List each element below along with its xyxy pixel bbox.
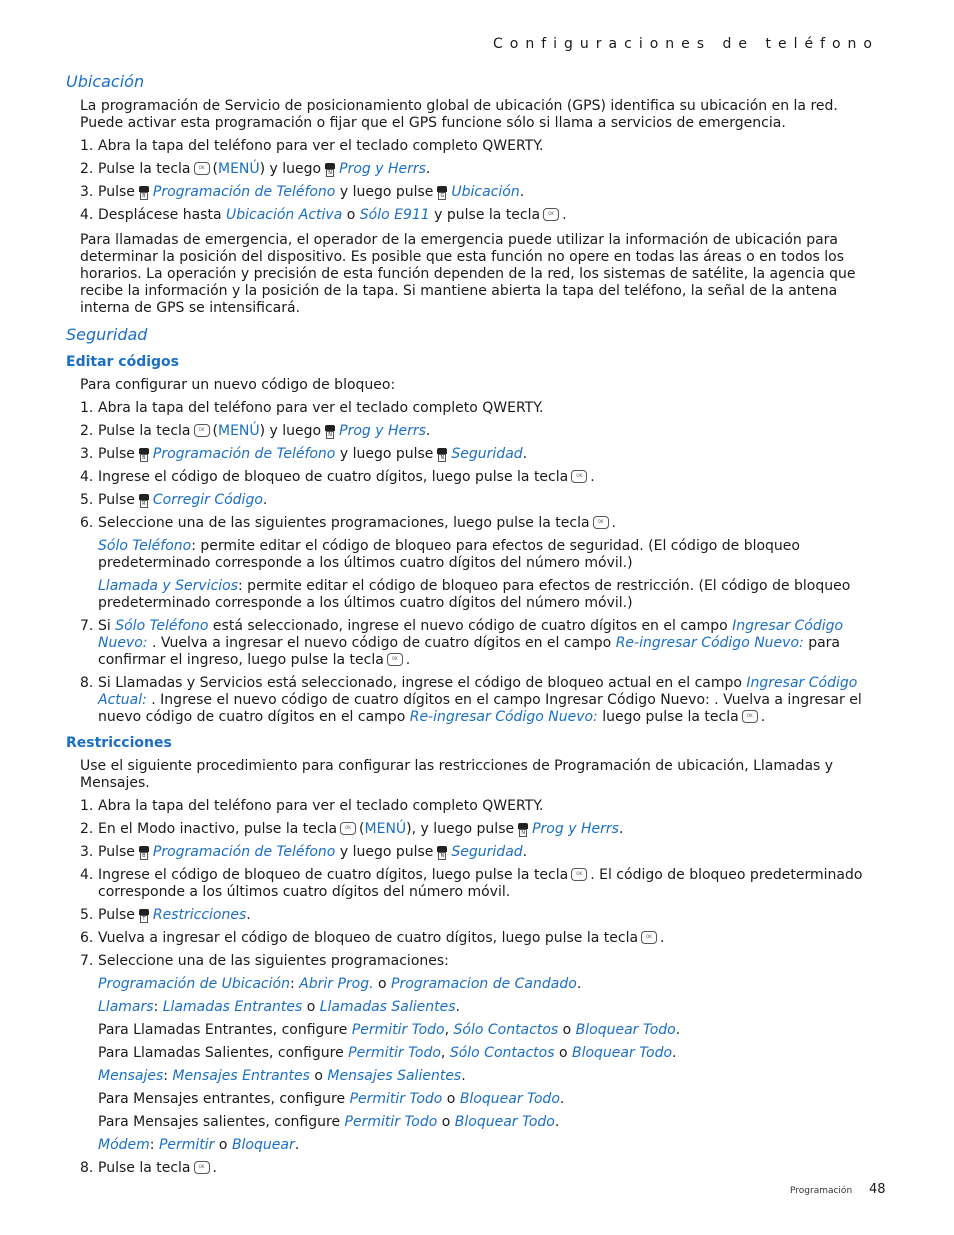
key-b-icon: B xyxy=(139,448,149,461)
restricciones-step-6: 6. Vuelva a ingresar el código de bloqueo de cuatro dígitos, luego pulse la teclaOK . xyxy=(66,930,882,947)
editar-step-6: 6. Seleccione una de las siguientes programaciones, luego pulse la teclaOK . xyxy=(66,515,882,532)
ok-key-icon xyxy=(742,710,758,723)
key-n-icon: N xyxy=(437,448,447,461)
ok-key-icon xyxy=(641,931,657,944)
page-header: Configuraciones de teléfono xyxy=(493,36,879,52)
editar-step-8: 8. Si Llamadas y Servicios está seleccionado, ingrese el código de bloqueo actual en el campo Ingresar Código Actual: . Ingrese el nuevo código de cuatro dígitos en el campo Ingresar Código Nuevo: . Vuelva a ingresar el nuevo código de cuatro dígitos en el campo Re-ingresar Código Nuevo: luego pulse la teclaOK . xyxy=(66,675,882,726)
ok-key-icon xyxy=(571,470,587,483)
restricciones-option-ubicacion: Programación de Ubicación: Abrir Prog. o Programacion de Candado. xyxy=(98,976,582,992)
key-t-icon: T xyxy=(139,909,149,922)
editar-step-2: 2. Pulse la teclaOK (MENÚ) y luego N Prog y Herrs. xyxy=(66,423,882,440)
key-b-icon: B xyxy=(139,846,149,859)
key-n-icon: N xyxy=(437,846,447,859)
restricciones-llamadas-salientes: Para Llamadas Salientes, configure Permitir Todo, Sólo Contactos o Bloquear Todo. xyxy=(98,1045,677,1061)
restricciones-option-llamars: Llamars: Llamadas Entrantes o Llamadas Salientes. xyxy=(98,999,460,1015)
restricciones-mensajes-entrantes: Para Mensajes entrantes, configure Permitir Todo o Bloquear Todo. xyxy=(98,1091,565,1107)
ok-key-icon xyxy=(593,516,609,529)
restricciones-llamadas-entrantes: Para Llamadas Entrantes, configure Permitir Todo, Sólo Contactos o Bloquear Todo. xyxy=(98,1022,681,1038)
ubicacion-step-2: 2. Pulse la teclaOK (MENÚ) y luego N Prog y Herrs. xyxy=(66,161,882,178)
restricciones-step-3: 3. Pulse B Programación de Teléfono y luego pulse N Seguridad. xyxy=(80,844,528,860)
editar-step-3: 3. Pulse B Programación de Teléfono y luego pulse N Seguridad. xyxy=(80,446,528,462)
key-r-icon: R xyxy=(139,494,149,507)
key-b-icon: B xyxy=(139,186,149,199)
editar-option-llamada-servicios: Llamada y Servicios: permite editar el código de bloqueo para efectos de restricción. (El código de bloqueo predeterminado corresponde a los últimos cuatro dígitos del número móvil.) xyxy=(98,578,851,611)
page-number: 48 xyxy=(869,1182,886,1197)
ubicacion-note: Para llamadas de emergencia, el operador de la emergencia puede utilizar la información de ubicación para determinar la posición del dispositivo. Es posible que esta función no opere en todas las áreas o en todos los horarios. La operación y precisión de esta función dependen de la red, los sistemas de satélite, la agencia que recibe la información y la posición de la tapa. Si mantiene abierta la tapa del teléfono, la señal de la antena interna de GPS se intensificará. xyxy=(80,232,856,316)
heading-restricciones: Restricciones xyxy=(66,735,172,751)
editar-intro: Para configurar un nuevo código de bloqueo: xyxy=(80,377,396,393)
heading-ubicacion: Ubicación xyxy=(66,72,145,91)
key-n-icon: N xyxy=(325,425,335,438)
ubicacion-intro: La programación de Servicio de posicionamiento global de ubicación (GPS) identifica su ubicación en la red. Puede activar esta programación o fijar que el GPS funcione sólo si llama a servicios de emergencia. xyxy=(80,98,838,131)
editar-option-solo-telefono: Sólo Teléfono: permite editar el código de bloqueo para efectos de seguridad. (El código de bloqueo predeterminado corresponde a los últimos cuatro dígitos del número móvil.) xyxy=(98,538,800,571)
ok-key-icon xyxy=(387,653,403,666)
key-g-icon: G xyxy=(437,186,447,199)
ubicacion-step-3: 3. Pulse B Programación de Teléfono y luego pulse G Ubicación. xyxy=(80,184,525,200)
key-n-icon: N xyxy=(518,823,528,836)
restricciones-step-1: 1. Abra la tapa del teléfono para ver el teclado completo QWERTY. xyxy=(80,798,544,814)
ok-key-icon xyxy=(571,868,587,881)
editar-step-5: 5. Pulse R Corregir Código. xyxy=(80,492,268,508)
ok-key-icon xyxy=(194,1161,210,1174)
ok-key-icon xyxy=(543,208,559,221)
restricciones-step-4: 4. Ingrese el código de bloqueo de cuatro dígitos, luego pulse la teclaOK . El código de bloqueo predeterminado corresponde a los últimos cuatro dígitos del número móvil. xyxy=(66,867,882,901)
restricciones-mensajes-salientes: Para Mensajes salientes, configure Permitir Todo o Bloquear Todo. xyxy=(98,1114,560,1130)
ok-key-icon xyxy=(194,162,210,175)
restricciones-step-5: 5. Pulse T Restricciones. xyxy=(80,907,251,923)
ubicacion-step-4: 4. Desplácese hasta Ubicación Activa o Sólo E911 y pulse la teclaOK . xyxy=(66,207,882,224)
ubicacion-step-1: 1. Abra la tapa del teléfono para ver el teclado completo QWERTY. xyxy=(80,138,544,154)
restricciones-step-8: 8. Pulse la teclaOK . xyxy=(66,1160,882,1177)
restricciones-option-modem: Módem: Permitir o Bloquear. xyxy=(98,1137,300,1153)
restricciones-step-7: 7. Seleccione una de las siguientes programaciones: xyxy=(80,953,449,969)
restricciones-step-2: 2. En el Modo inactivo, pulse la teclaOK (MENÚ), y luego pulse N Prog y Herrs. xyxy=(66,821,882,838)
editar-step-7: 7. Si Sólo Teléfono está seleccionado, ingrese el nuevo código de cuatro dígitos en el campo Ingresar Código Nuevo: . Vuelva a ingresar el nuevo código de cuatro dígitos en el campo Re-ingresar Código Nuevo: para confirmar el ingreso, luego pulse la teclaOK . xyxy=(66,618,882,669)
key-n-icon: N xyxy=(325,163,335,176)
heading-seguridad: Seguridad xyxy=(66,325,148,344)
page-content xyxy=(66,72,882,1177)
ok-key-icon xyxy=(194,424,210,437)
restricciones-option-mensajes: Mensajes: Mensajes Entrantes o Mensajes Salientes. xyxy=(98,1068,466,1084)
restricciones-intro: Use el siguiente procedimiento para configurar las restricciones de Programación de ubicación, Llamadas y Mensajes. xyxy=(80,758,834,791)
footer-section-label: Programación xyxy=(790,1186,853,1196)
ok-key-icon xyxy=(340,822,356,835)
editar-step-1: 1. Abra la tapa del teléfono para ver el teclado completo QWERTY. xyxy=(80,400,544,416)
heading-editar-codigos: Editar códigos xyxy=(66,354,180,370)
editar-step-4: 4. Ingrese el código de bloqueo de cuatro dígitos, luego pulse la teclaOK . xyxy=(66,469,882,486)
